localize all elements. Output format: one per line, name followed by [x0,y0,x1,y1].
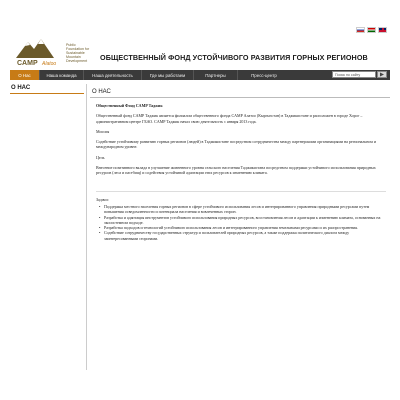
arrow-right-icon [379,72,385,77]
nav-item-press[interactable]: Пресс-центр [251,72,277,78]
goal-text: Внесение позитивного вклада в улучшение жизненного уровня сельского населения Таджикистана посредством поддержки устойчивого использования природных ресурсов (леса и пастбищ) и содействия устойчивой адаптации этих ресурсов к изменению климата. [96,165,376,176]
content-divider [90,97,390,98]
goal-heading: Цель [96,154,105,160]
site-title: ОБЩЕСТВЕННЫЙ ФОНД УСТОЙЧИВОГО РАЗВИТИЯ ГОРНЫХ РЕГИОНОВ [100,53,368,62]
flag-ru-icon[interactable] [356,27,365,33]
nav-item-team[interactable]: Наша команда [40,70,84,80]
tasks-divider [96,191,386,192]
logo[interactable] [14,36,64,66]
nav-item-partners[interactable]: Партнеры [194,70,238,80]
mountain-logo-icon [14,36,64,66]
content-title: О НАС [92,89,111,95]
logo-caption: Public Foundation for Sustainable Mountain Development [66,43,90,63]
nav-item-locations[interactable]: Где мы работаем [142,70,194,80]
nav-item-about[interactable]: О Нас [10,70,40,80]
tasks-heading: Задачи: [96,196,109,202]
org-heading: Общественный Фонд CAMP Таджик [96,103,163,108]
svg-text:Alatoo: Alatoo [42,61,57,66]
mission-text: Содействие устойчивому развитию горных регионов (людей) в Таджикистане посредством сотрудничества между партнерскими организациями на региональном и международном уровне. [96,139,376,150]
flag-tj-icon[interactable] [367,27,376,33]
list-item: • Разработка и адаптация инструментов устойчивого использования природных ресурсов, восстановления лесов и адаптации к изменению климата, основанных на экосистемном подходе. [101,215,384,226]
language-switcher [356,27,387,33]
nav-item-activity[interactable]: Наша деятельность [84,70,142,80]
mission-heading: Миссия [96,128,110,134]
column-divider [86,84,87,370]
list-item: • Содействие сотрудничеству государственных структур и пользователей природных ресурсов, а также поддержка политического диалога между заинтересованными сторонами. [101,230,384,241]
org-text: Общественный фонд CAMP Таджик является филиалом общественного фонда CAMP Алатоо (Кыргызстан) в Таджикистане и расположен в городе Хорог – административном центре ГБАО. CAMP Таджик начал свою деятельность с января 2013 года. [96,113,363,124]
list-item: • Разработка подходов и технологий устойчивого использования лесов и интегрированного управления земельными ресурсами и их распространения. [101,225,384,230]
flag-en-icon[interactable] [378,27,387,33]
search-button[interactable] [377,71,387,78]
list-item: • Поддержка местного населения горных регионов в сфере устойчивого использования лесов и интегрированного управления природными ресурсами путем повышения осведомленности и потенциала населения и вовлеченных сторон. [101,204,384,215]
sidebar-divider [10,93,84,94]
search-input[interactable]: Поиск по сайту [332,71,376,78]
tasks-list [96,204,384,241]
main-content [90,84,390,241]
svg-text:CAMP: CAMP [17,60,38,66]
sidebar-title: О НАС [11,85,31,91]
